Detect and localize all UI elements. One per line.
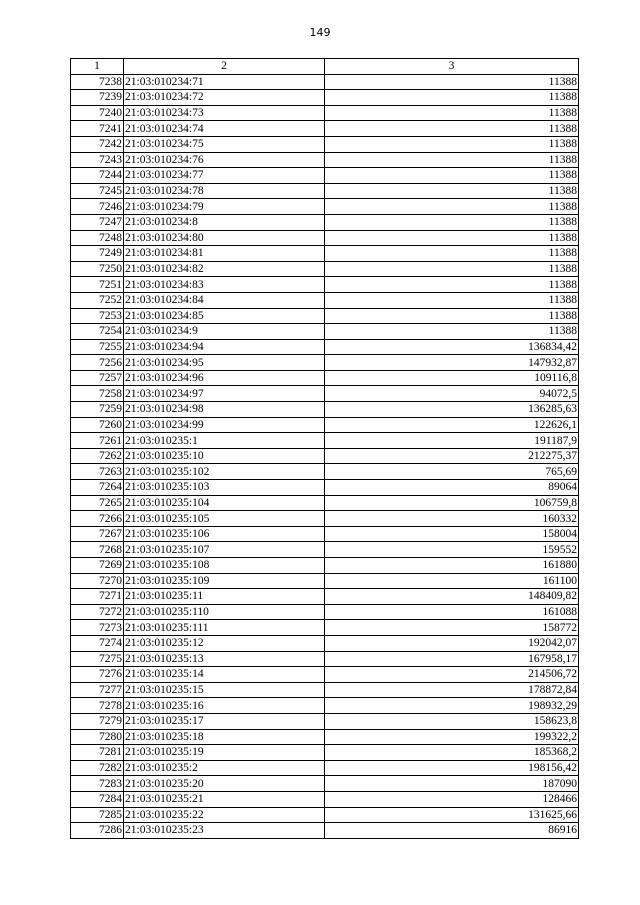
table-row — [71, 355, 579, 371]
cadastral-number-cell: 21:03:010235:110 — [124, 604, 325, 620]
row-number-cell: 7256 — [71, 355, 124, 371]
cadastral-number-cell: 21:03:010235:21 — [124, 791, 325, 807]
value-cell: 158004 — [325, 526, 579, 542]
row-number-cell: 7271 — [71, 589, 124, 605]
value-cell: 11388 — [325, 136, 579, 152]
cadastral-number-cell: 21:03:010235:106 — [124, 526, 325, 542]
value-cell: 214506,72 — [325, 667, 579, 683]
value-cell: 11388 — [325, 308, 579, 324]
row-number-cell: 7255 — [71, 339, 124, 355]
table-row — [71, 261, 579, 277]
row-number-cell: 7245 — [71, 183, 124, 199]
row-number-cell: 7276 — [71, 667, 124, 683]
value-cell: 11388 — [325, 246, 579, 262]
cadastral-number-cell: 21:03:010235:111 — [124, 620, 325, 636]
row-number-cell: 7275 — [71, 651, 124, 667]
row-number-cell: 7248 — [71, 230, 124, 246]
value-cell: 198156,42 — [325, 760, 579, 776]
row-number-cell: 7253 — [71, 308, 124, 324]
table-row — [71, 791, 579, 807]
row-number-cell: 7270 — [71, 573, 124, 589]
value-cell: 161880 — [325, 558, 579, 574]
value-cell: 106759,8 — [325, 495, 579, 511]
cadastral-number-cell: 21:03:010234:71 — [124, 74, 325, 90]
row-number-cell: 7286 — [71, 823, 124, 839]
value-cell: 122626,1 — [325, 417, 579, 433]
value-cell: 11388 — [325, 324, 579, 340]
row-number-cell: 7264 — [71, 480, 124, 496]
value-cell: 11388 — [325, 121, 579, 137]
row-number-cell: 7282 — [71, 760, 124, 776]
row-number-cell: 7239 — [71, 90, 124, 106]
table-row — [71, 573, 579, 589]
column-header-1: 1 — [71, 59, 124, 75]
row-number-cell: 7278 — [71, 698, 124, 714]
cadastral-number-cell: 21:03:010235:107 — [124, 542, 325, 558]
cadastral-number-cell: 21:03:010234:81 — [124, 246, 325, 262]
cadastral-number-cell: 21:03:010235:13 — [124, 651, 325, 667]
table-row — [71, 136, 579, 152]
row-number-cell: 7258 — [71, 386, 124, 402]
row-number-cell: 7283 — [71, 776, 124, 792]
row-number-cell: 7240 — [71, 105, 124, 121]
table-row — [71, 292, 579, 308]
table-row — [71, 199, 579, 215]
row-number-cell: 7281 — [71, 745, 124, 761]
value-cell: 167958,17 — [325, 651, 579, 667]
table-row — [71, 823, 579, 839]
cadastral-number-cell: 21:03:010235:109 — [124, 573, 325, 589]
value-cell: 131625,66 — [325, 807, 579, 823]
value-cell: 187090 — [325, 776, 579, 792]
table-row — [71, 526, 579, 542]
row-number-cell: 7238 — [71, 74, 124, 90]
cadastral-number-cell: 21:03:010235:23 — [124, 823, 325, 839]
cadastral-number-cell: 21:03:010235:15 — [124, 682, 325, 698]
table-row — [71, 480, 579, 496]
data-table — [70, 58, 579, 839]
row-number-cell: 7246 — [71, 199, 124, 215]
cadastral-number-cell: 21:03:010234:96 — [124, 370, 325, 386]
cadastral-number-cell: 21:03:010234:72 — [124, 90, 325, 106]
value-cell: 11388 — [325, 277, 579, 293]
table-row — [71, 448, 579, 464]
value-cell: 11388 — [325, 74, 579, 90]
table-row — [71, 760, 579, 776]
table-row — [71, 168, 579, 184]
cadastral-number-cell: 21:03:010234:9 — [124, 324, 325, 340]
value-cell: 148409,82 — [325, 589, 579, 605]
value-cell: 191187,9 — [325, 433, 579, 449]
row-number-cell: 7250 — [71, 261, 124, 277]
table-header-row — [71, 59, 579, 75]
cadastral-number-cell: 21:03:010234:8 — [124, 214, 325, 230]
table-row — [71, 308, 579, 324]
cadastral-number-cell: 21:03:010235:10 — [124, 448, 325, 464]
table-row — [71, 214, 579, 230]
value-cell: 11388 — [325, 183, 579, 199]
table-row — [71, 105, 579, 121]
value-cell: 11388 — [325, 261, 579, 277]
value-cell: 11388 — [325, 168, 579, 184]
table-row — [71, 370, 579, 386]
value-cell: 11388 — [325, 230, 579, 246]
row-number-cell: 7261 — [71, 433, 124, 449]
value-cell: 147932,87 — [325, 355, 579, 371]
table-row — [71, 433, 579, 449]
value-cell: 109116,8 — [325, 370, 579, 386]
cadastral-number-cell: 21:03:010235:12 — [124, 635, 325, 651]
table-row — [71, 495, 579, 511]
table-row — [71, 230, 579, 246]
row-number-cell: 7249 — [71, 246, 124, 262]
row-number-cell: 7243 — [71, 152, 124, 168]
value-cell: 128466 — [325, 791, 579, 807]
value-cell: 199322,2 — [325, 729, 579, 745]
row-number-cell: 7279 — [71, 713, 124, 729]
value-cell: 161100 — [325, 573, 579, 589]
column-header-2: 2 — [124, 59, 325, 75]
value-cell: 11388 — [325, 90, 579, 106]
table-row — [71, 511, 579, 527]
cadastral-number-cell: 21:03:010235:108 — [124, 558, 325, 574]
cadastral-number-cell: 21:03:010234:83 — [124, 277, 325, 293]
row-number-cell: 7251 — [71, 277, 124, 293]
cadastral-number-cell: 21:03:010234:75 — [124, 136, 325, 152]
cadastral-number-cell: 21:03:010235:16 — [124, 698, 325, 714]
table-row — [71, 729, 579, 745]
table-row — [71, 90, 579, 106]
table-row — [71, 667, 579, 683]
row-number-cell: 7269 — [71, 558, 124, 574]
cadastral-number-cell: 21:03:010234:98 — [124, 402, 325, 418]
table-row — [71, 417, 579, 433]
table-row — [71, 246, 579, 262]
table-row — [71, 558, 579, 574]
row-number-cell: 7272 — [71, 604, 124, 620]
value-cell: 158772 — [325, 620, 579, 636]
cadastral-number-cell: 21:03:010234:73 — [124, 105, 325, 121]
table-row — [71, 464, 579, 480]
page-number: 149 — [309, 26, 331, 39]
table-row — [71, 807, 579, 823]
value-cell: 11388 — [325, 214, 579, 230]
table-row — [71, 698, 579, 714]
value-cell: 136285,63 — [325, 402, 579, 418]
value-cell: 86916 — [325, 823, 579, 839]
row-number-cell: 7263 — [71, 464, 124, 480]
table-row — [71, 277, 579, 293]
row-number-cell: 7259 — [71, 402, 124, 418]
value-cell: 11388 — [325, 105, 579, 121]
value-cell: 178872,84 — [325, 682, 579, 698]
value-cell: 11388 — [325, 199, 579, 215]
table-row — [71, 776, 579, 792]
table-row — [71, 604, 579, 620]
table-row — [71, 339, 579, 355]
value-cell: 212275,37 — [325, 448, 579, 464]
value-cell: 160332 — [325, 511, 579, 527]
cadastral-number-cell: 21:03:010235:14 — [124, 667, 325, 683]
table-row — [71, 121, 579, 137]
value-cell: 89064 — [325, 480, 579, 496]
row-number-cell: 7262 — [71, 448, 124, 464]
cadastral-number-cell: 21:03:010235:20 — [124, 776, 325, 792]
cadastral-number-cell: 21:03:010234:85 — [124, 308, 325, 324]
table-row — [71, 324, 579, 340]
table-row — [71, 74, 579, 90]
value-cell: 158623,8 — [325, 713, 579, 729]
table-row — [71, 152, 579, 168]
table-row — [71, 183, 579, 199]
table-row — [71, 542, 579, 558]
cadastral-number-cell: 21:03:010234:79 — [124, 199, 325, 215]
value-cell: 185368,2 — [325, 745, 579, 761]
cadastral-number-cell: 21:03:010235:18 — [124, 729, 325, 745]
value-cell: 159552 — [325, 542, 579, 558]
cadastral-number-cell: 21:03:010234:84 — [124, 292, 325, 308]
cadastral-number-cell: 21:03:010235:105 — [124, 511, 325, 527]
cadastral-number-cell: 21:03:010235:22 — [124, 807, 325, 823]
value-cell: 11388 — [325, 152, 579, 168]
column-header-3: 3 — [325, 59, 579, 75]
cadastral-number-cell: 21:03:010235:17 — [124, 713, 325, 729]
row-number-cell: 7242 — [71, 136, 124, 152]
row-number-cell: 7252 — [71, 292, 124, 308]
cadastral-number-cell: 21:03:010234:99 — [124, 417, 325, 433]
value-cell: 11388 — [325, 292, 579, 308]
table-row — [71, 620, 579, 636]
row-number-cell: 7268 — [71, 542, 124, 558]
value-cell: 136834,42 — [325, 339, 579, 355]
table-row — [71, 402, 579, 418]
row-number-cell: 7257 — [71, 370, 124, 386]
value-cell: 94072,5 — [325, 386, 579, 402]
row-number-cell: 7280 — [71, 729, 124, 745]
table-row — [71, 635, 579, 651]
cadastral-number-cell: 21:03:010234:94 — [124, 339, 325, 355]
table-body — [71, 74, 579, 838]
row-number-cell: 7260 — [71, 417, 124, 433]
value-cell: 198932,29 — [325, 698, 579, 714]
cadastral-number-cell: 21:03:010235:104 — [124, 495, 325, 511]
value-cell: 192042,07 — [325, 635, 579, 651]
row-number-cell: 7273 — [71, 620, 124, 636]
cadastral-number-cell: 21:03:010234:74 — [124, 121, 325, 137]
cadastral-number-cell: 21:03:010235:102 — [124, 464, 325, 480]
value-cell: 161088 — [325, 604, 579, 620]
cadastral-number-cell: 21:03:010234:77 — [124, 168, 325, 184]
cadastral-number-cell: 21:03:010235:103 — [124, 480, 325, 496]
row-number-cell: 7254 — [71, 324, 124, 340]
table-row — [71, 386, 579, 402]
table-row — [71, 589, 579, 605]
value-cell: 765,69 — [325, 464, 579, 480]
row-number-cell: 7277 — [71, 682, 124, 698]
cadastral-number-cell: 21:03:010235:11 — [124, 589, 325, 605]
cadastral-number-cell: 21:03:010235:1 — [124, 433, 325, 449]
row-number-cell: 7274 — [71, 635, 124, 651]
table-row — [71, 682, 579, 698]
row-number-cell: 7267 — [71, 526, 124, 542]
row-number-cell: 7241 — [71, 121, 124, 137]
cadastral-number-cell: 21:03:010235:19 — [124, 745, 325, 761]
cadastral-number-cell: 21:03:010234:95 — [124, 355, 325, 371]
cadastral-number-cell: 21:03:010234:80 — [124, 230, 325, 246]
row-number-cell: 7284 — [71, 791, 124, 807]
row-number-cell: 7247 — [71, 214, 124, 230]
row-number-cell: 7244 — [71, 168, 124, 184]
cadastral-number-cell: 21:03:010234:76 — [124, 152, 325, 168]
cadastral-number-cell: 21:03:010234:82 — [124, 261, 325, 277]
row-number-cell: 7266 — [71, 511, 124, 527]
table-row — [71, 713, 579, 729]
table-row — [71, 651, 579, 667]
cadastral-number-cell: 21:03:010235:2 — [124, 760, 325, 776]
row-number-cell: 7265 — [71, 495, 124, 511]
cadastral-number-cell: 21:03:010234:97 — [124, 386, 325, 402]
table-row — [71, 745, 579, 761]
cadastral-number-cell: 21:03:010234:78 — [124, 183, 325, 199]
row-number-cell: 7285 — [71, 807, 124, 823]
